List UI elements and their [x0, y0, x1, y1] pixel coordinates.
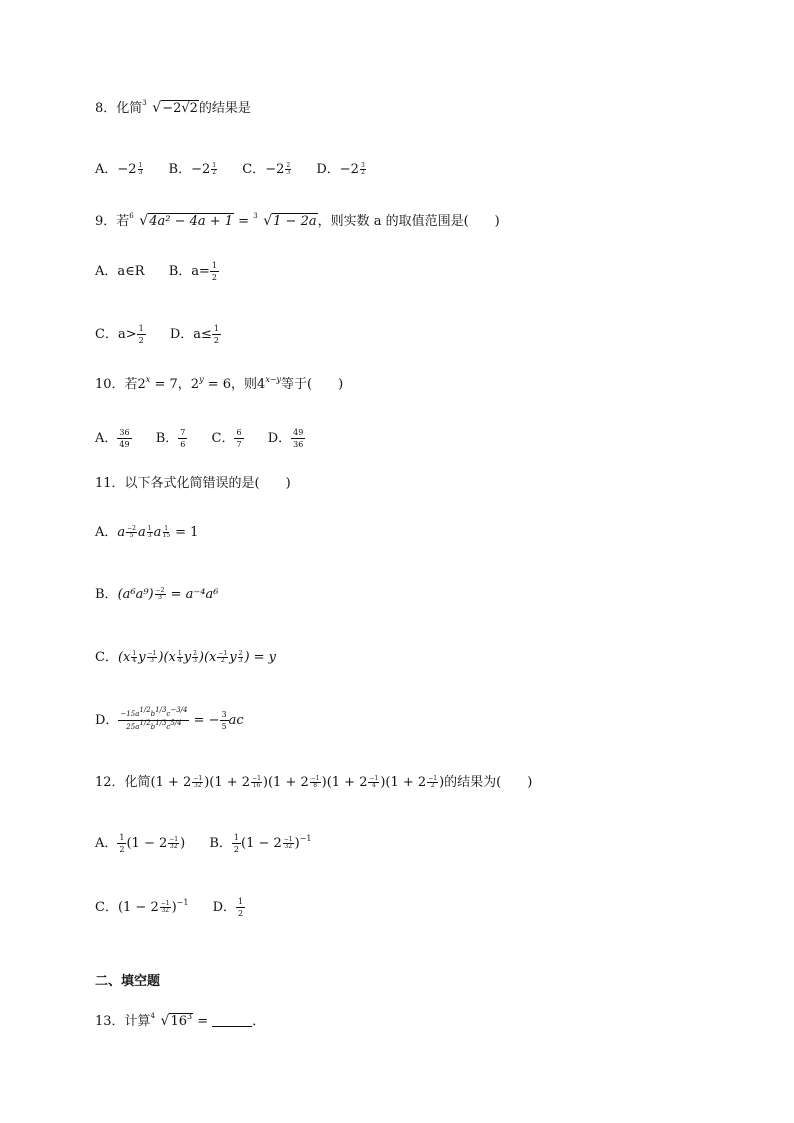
q8-stem-prefix: 8．化简 — [95, 101, 143, 116]
question-10: 10．若$2^x = 7$，$2^y = 6$，则$4^{x-y}$等于( ) — [95, 375, 344, 392]
q12-option-c[interactable]: C．(1 − 2 $\frac{-1}{32}$ )$^{-1}$ — [95, 898, 189, 915]
q9-options-cd — [95, 323, 221, 346]
q9-right-radical: 3 √1 − 2a — [253, 212, 317, 229]
q9-option-d[interactable]: D．a≤ $\frac{1}{2}$ — [169, 324, 219, 345]
q12-product: (1 + 2 $\frac{-1}{32}$ )(1 + 2 $\frac{-1}{16}$ )(1 + 2 $\frac{-1}{8}$ )(1 + 2 $\frac{-1}{4}$ )(1 + 2 $\frac{-1}{2}$ ) — [150, 775, 445, 790]
q10-option-c[interactable]: C． $\frac{6}{7}$ — [211, 428, 242, 449]
q8-option-d[interactable]: D．−2 $\frac{3}{2}$ — [316, 162, 365, 177]
q12-option-b[interactable]: B． $\frac{1}{2}$ (1 − 2 $\frac{-1}{32}$ )$^{-1}$ — [209, 833, 312, 854]
q13-answer-blank[interactable] — [212, 1014, 252, 1027]
q8-stem-suffix: 的结果是 — [198, 101, 251, 116]
q12-options-ab — [95, 832, 312, 855]
q8-option-b[interactable]: B．−2 $\frac{1}{2}$ — [168, 162, 217, 177]
section-title-fill-in: 二、填空题 — [95, 974, 161, 989]
question-12: 12．化简(1 + 2 $\frac{-1}{32}$ )(1 + 2 $\frac{-1}{16}$ )(1 + 2 $\frac{-1}{8}$ )(1 + 2 $\frac{-1}{4}$ )(1 + 2 $\frac{-1}{2}$ )的结果为( ) — [95, 775, 533, 790]
q10-options — [95, 427, 305, 450]
q8-options — [95, 160, 367, 180]
q10-option-d[interactable]: D． $\frac{49}{36}$ — [267, 428, 304, 449]
q12-option-a[interactable]: A． $\frac{1}{2}$ (1 − 2 $\frac{-1}{32}$ ) — [95, 833, 186, 854]
question-9: 9．若 6 √4a² − 4a + 1 = 3 √1 − 2a，则实数 a 的取值范围是( ) — [95, 211, 500, 232]
q10-option-b[interactable]: B． $\frac{7}{6}$ — [155, 428, 186, 449]
q8-option-c[interactable]: C．−2 $\frac{2}{3}$ — [242, 162, 291, 177]
q11-option-b[interactable]: B．(a⁶a⁹) $\frac{-2}{3}$ = a⁻⁴a⁶ — [95, 587, 219, 602]
question-11: 11．以下各式化简错误的是( ) — [95, 476, 291, 491]
q9-option-a[interactable]: A．a∈R — [95, 264, 145, 279]
q13-radical: 4 $√16^3$ — [150, 1012, 193, 1029]
q12-options-cd — [95, 896, 245, 919]
question-8 — [95, 98, 251, 119]
q8-radical: 3 √−2√2 — [142, 99, 198, 116]
q9-options-ab — [95, 260, 219, 283]
q12-option-d[interactable]: D． $\frac{1}{2}$ — [212, 897, 244, 918]
q10-option-a[interactable]: A． $\frac{36}{49}$ — [95, 428, 130, 449]
q11-option-a[interactable]: A．a $\frac{-2}{5}$ a $\frac{1}{3}$ a $\frac{1}{15}$ = 1 — [95, 525, 199, 540]
q8-option-a[interactable]: A．−2 $\frac{1}{3}$ — [95, 162, 143, 177]
q9-left-radical: 6 √4a² − 4a + 1 — [129, 212, 234, 229]
q9-option-c[interactable]: C．a> $\frac{1}{2}$ — [95, 324, 144, 345]
question-13: 13．计算 4 $√16^3$ = ． — [95, 1011, 265, 1032]
q11-option-d[interactable]: D． $\frac{-15a^{1/2}b^{1/3}c^{-3/4}}{25a^{1/2}b^{1/3}c^{5/4}}$ = − $\frac{3}{5}$ ac — [95, 706, 244, 731]
q11-option-c[interactable]: C．(x $\frac{1}{4}$ y $\frac{-1}{3}$ )(x $\frac{1}{4}$ y $\frac{2}{3}$ )(x $\frac{-1}{2}$ y $\frac{2}{3}$ ) = y — [95, 650, 277, 665]
q9-option-b[interactable]: B．a= $\frac{1}{2}$ — [168, 261, 217, 282]
